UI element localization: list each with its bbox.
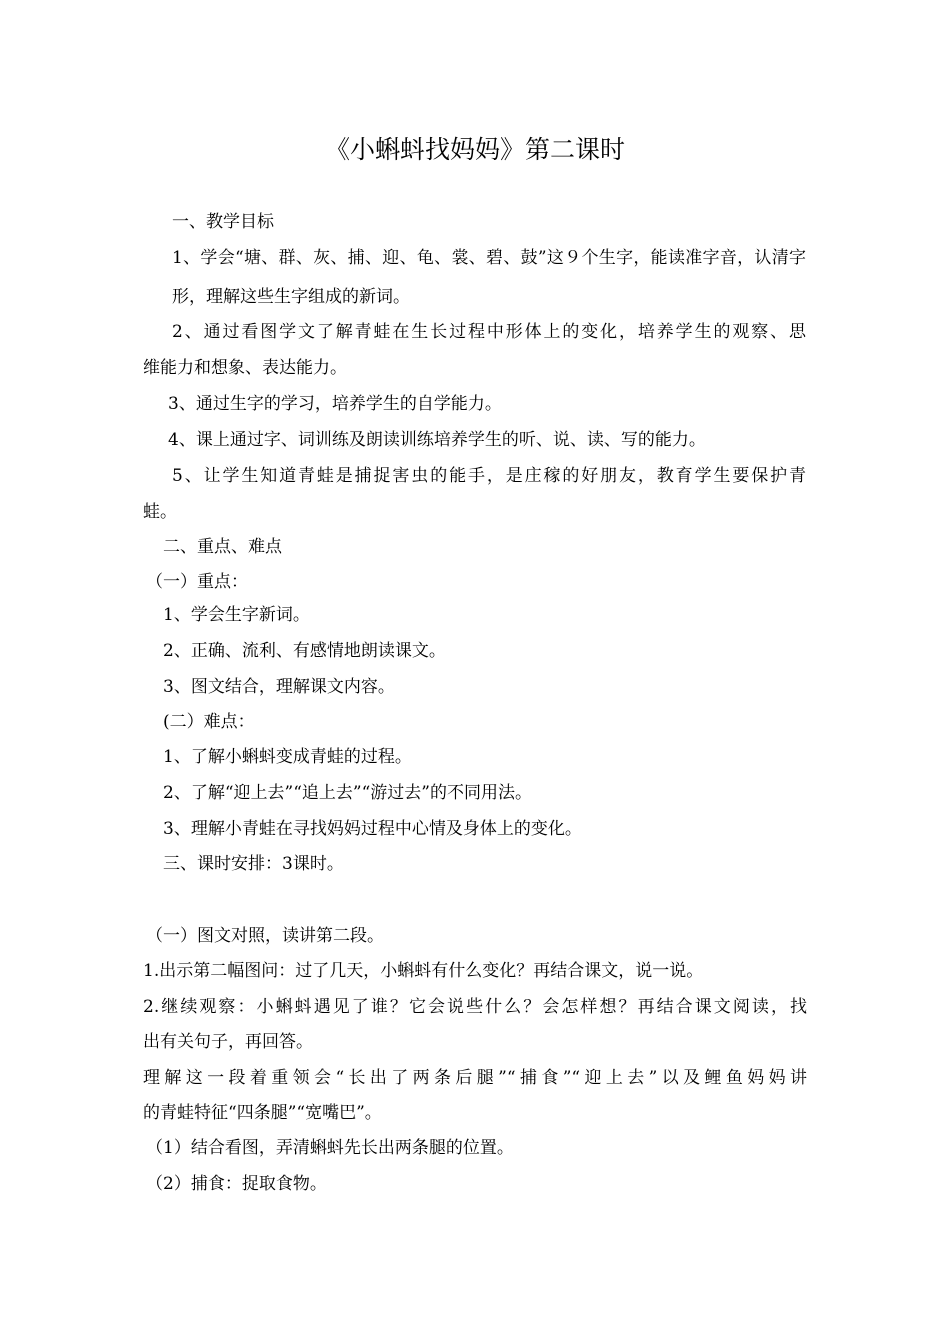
paragraph-line: 1、了解小蝌蚪变成青蛙的过程。 — [163, 747, 412, 767]
section-heading-schedule: 三、课时安排：3课时。 — [163, 854, 344, 874]
paragraph-line: 3、图文结合，理解课文内容。 — [163, 677, 395, 697]
paragraph-line: 蛙。 — [143, 502, 177, 522]
paragraph-line: 形，理解这些生字组成的新词。 — [172, 287, 410, 307]
paragraph-line: 3、理解小青蛙在寻找妈妈过程中心情及身体上的变化。 — [163, 819, 582, 839]
paragraph-line: 维能力和想象、表达能力。 — [143, 358, 347, 378]
paragraph-line: 1、学会生字新词。 — [163, 605, 310, 625]
paragraph-line: 4、课上通过字、词训练及朗读训练培养学生的听、说、读、写的能力。 — [168, 430, 706, 450]
paragraph-line: 2.继续观察：小蝌蚪遇见了谁？它会说些什么？会怎样想？再结合课文阅读，找 — [143, 997, 807, 1017]
subsection-heading: (二）难点： — [163, 712, 255, 732]
paragraph-line: 出有关句子，再回答。 — [143, 1032, 313, 1052]
paragraph-line: （1）结合看图，弄清蝌蚪先长出两条腿的位置。 — [146, 1138, 514, 1158]
paragraph-line: 5、让学生知道青蛙是捕捉害虫的能手，是庄稼的好朋友，教育学生要保护青 — [172, 466, 806, 486]
paragraph-line: 2、通过看图学文了解青蛙在生长过程中形体上的变化，培养学生的观察、思 — [172, 322, 806, 342]
paragraph-line: 理解这一段着重领会“长出了两条后腿”“捕食”“迎上去”以及鲤鱼妈妈讲 — [143, 1068, 807, 1088]
paragraph-line: 2、正确、流利、有感情地朗读课文。 — [163, 641, 446, 661]
paragraph-line: 3、通过生字的学习，培养学生的自学能力。 — [168, 394, 502, 414]
section-heading-key-points: 二、重点、难点 — [163, 537, 282, 557]
paragraph-line: 的青蛙特征“四条腿”“宽嘴巴”。 — [143, 1103, 382, 1123]
paragraph-line: 1、学会“塘、群、灰、捕、迎、龟、裳、碧、鼓”这９个生字，能读准字音，认清字 — [172, 248, 806, 268]
paragraph-line: 1.出示第二幅图问：过了几天，小蝌蚪有什么变化？再结合课文，说一说。 — [143, 961, 704, 981]
subsection-heading: （一）重点： — [146, 572, 248, 592]
document-title: 《小蝌蚪找妈妈》第二课时 — [324, 135, 625, 164]
subsection-heading: （一）图文对照，读讲第二段。 — [146, 926, 384, 946]
paragraph-line: （2）捕食：捉取食物。 — [146, 1174, 327, 1194]
section-heading-teaching-goals: 一、教学目标 — [172, 212, 274, 232]
paragraph-line: 2、了解“迎上去”“追上去”“游过去”的不同用法。 — [163, 783, 532, 803]
